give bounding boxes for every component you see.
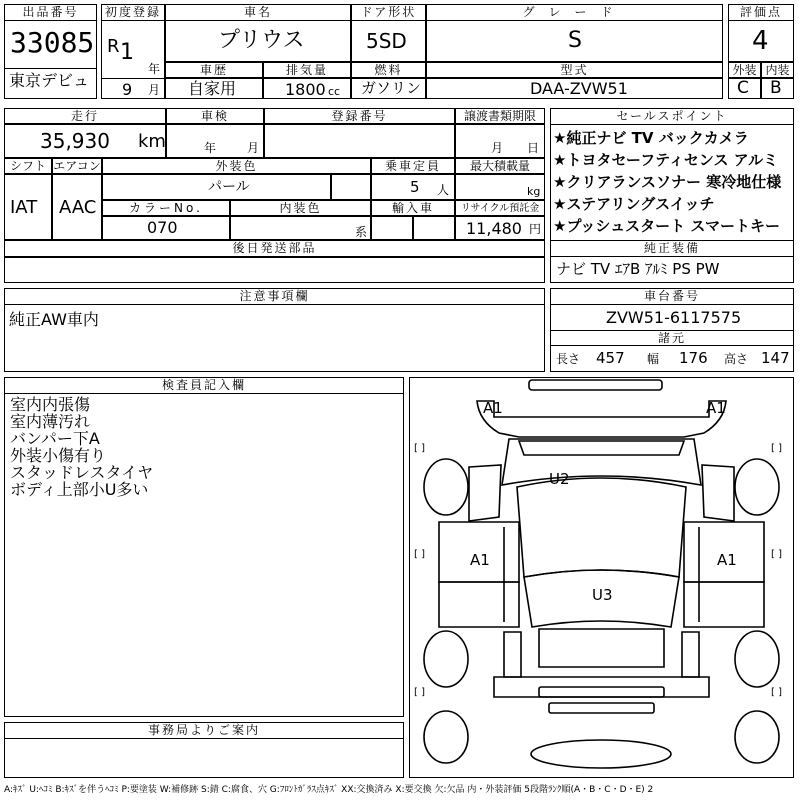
- color-extra-cell: [331, 174, 371, 200]
- load-label: 最大積載量: [455, 158, 545, 174]
- chassis-title: 車台番号: [550, 288, 794, 305]
- mileage-label: 走行: [4, 108, 166, 124]
- later-label: 後日発送部品: [4, 240, 545, 257]
- wid-label: 幅: [647, 352, 660, 366]
- capacity-unit: 人: [437, 183, 450, 197]
- score-value: 4: [752, 26, 769, 56]
- damage-mark-right-side: A1: [717, 551, 737, 569]
- inspector-note: 室内内張傷: [10, 395, 91, 414]
- lot-number: 33085: [10, 26, 95, 59]
- regno-cell: [264, 124, 455, 158]
- mileage-value: 35,930: [40, 129, 110, 153]
- inspector-note: 室内薄汚れ: [10, 412, 91, 431]
- door-value: 5SD: [366, 29, 407, 53]
- ext-label: 外装: [728, 62, 761, 78]
- shaken-year: 年: [204, 141, 217, 155]
- legend: A:ｷｽﾞ U:ﾍｺﾐ B:ｷｽﾞを伴うﾍｺﾐ P:要塗装 W:補修跡 S:錆 C:腐食、穴 G:ﾌﾛﾝﾄｶﾞﾗｽ点ｷｽﾞ XX:交換済み X:要交換 欠:欠品 内・外装評価 5段階ﾗﾝｸ順(A・B・C・D・E) 2: [4, 785, 654, 795]
- svg-text:[ ]: [ ]: [771, 549, 782, 560]
- colorno-label: カラーNo.: [102, 200, 230, 216]
- capacity-value: 5: [410, 178, 420, 196]
- name-value: プリウス: [218, 28, 305, 53]
- score-label: 評価点: [728, 4, 794, 21]
- wid-value: 176: [679, 349, 708, 367]
- disp-label: 排気量: [263, 62, 351, 78]
- damage-mark-front-right: A1: [706, 399, 726, 417]
- history-label: 車歴: [165, 62, 263, 78]
- inspector-note: 外装小傷有り: [10, 446, 107, 465]
- shaken-label: 車検: [166, 108, 264, 124]
- shift-value: IAT: [10, 197, 38, 218]
- chassis-value: ZVW51-6117575: [606, 308, 742, 327]
- inspector-notes: [10, 396, 153, 498]
- later-cell: [4, 257, 545, 283]
- sales-item: ★純正ナビ TV バックカメラ: [553, 129, 749, 147]
- recycle-label: リサイクル預託金: [455, 200, 545, 216]
- svg-text:[ ]: [ ]: [771, 687, 782, 698]
- regno-label: 登録番号: [264, 108, 455, 124]
- int-label: 内装: [761, 62, 794, 78]
- color-label: 外装色: [102, 158, 371, 174]
- debut-text: 東京デビュ: [9, 71, 90, 90]
- svg-text:[ ]: [ ]: [414, 687, 425, 698]
- name-label: 車名: [165, 4, 351, 21]
- import-cell-2: [413, 216, 455, 240]
- damage-mark-roof: U2: [549, 470, 570, 488]
- colorno-value: 070: [147, 218, 178, 237]
- damage-mark-front-left: A1: [483, 399, 503, 417]
- disp-value: 1800: [285, 80, 326, 99]
- int-value: B: [770, 78, 782, 98]
- model-value: DAA-ZVW51: [530, 79, 628, 98]
- year-unit: 年: [148, 62, 161, 76]
- capacity-label: 乗車定員: [371, 158, 455, 174]
- inspector-title: 検査員記入欄: [4, 377, 404, 394]
- reg-label: 初度登録: [101, 4, 165, 21]
- door-label: ドア形状: [351, 4, 426, 21]
- svg-text:[ ]: [ ]: [414, 549, 425, 560]
- fuel-value: ガソリン: [361, 79, 422, 97]
- ac-value: AAC: [59, 197, 97, 218]
- sales-item: ★ステアリングスイッチ: [553, 195, 715, 213]
- grade-label: グレード: [426, 4, 723, 21]
- history-value: 自家用: [188, 79, 237, 98]
- shaken-month: 月: [247, 141, 260, 155]
- transfer-label: 譲渡書類期限: [455, 108, 545, 124]
- equip-title: 純正装備: [550, 240, 794, 257]
- color-value: パール: [208, 179, 250, 195]
- inspector-note: バンパー下A: [10, 429, 100, 448]
- year-value: 1: [120, 40, 134, 65]
- car-diagram: [409, 377, 794, 778]
- hei-value: 147: [761, 349, 790, 367]
- svg-text:[ ]: [ ]: [414, 443, 425, 454]
- inspector-note: スタッドレスタイヤ: [10, 463, 154, 482]
- len-label: 長さ: [556, 352, 581, 366]
- month-unit: 月: [148, 83, 161, 97]
- fuel-label: 燃料: [351, 62, 426, 78]
- transfer-day: 日: [527, 141, 540, 155]
- dims-title: 諸元: [550, 330, 794, 346]
- ac-label: エアコン: [53, 159, 101, 173]
- len-value: 457: [596, 349, 625, 367]
- inspector-note: ボディ上部小U多い: [10, 480, 149, 499]
- hei-label: 高さ: [724, 352, 749, 366]
- load-unit: kg: [527, 185, 541, 198]
- svg-text:[ ]: [ ]: [771, 443, 782, 454]
- month-value: 9: [122, 80, 133, 99]
- damage-mark-left-side: A1: [470, 551, 490, 569]
- import-cell: [371, 216, 413, 240]
- model-label: 型式: [426, 62, 723, 78]
- shift-label: シフト: [4, 158, 52, 174]
- mileage-unit: km: [138, 131, 166, 152]
- ext-value: C: [737, 78, 749, 98]
- intcolor-label: 内装色: [230, 200, 371, 216]
- office-title: 事務局よりご案内: [4, 722, 404, 739]
- disp-unit: cc: [328, 85, 341, 98]
- sales-item: ★プッシュスタート スマートキー: [553, 217, 781, 235]
- transfer-month: 月: [491, 141, 504, 155]
- caution-value: 純正AW車内: [9, 310, 99, 329]
- era: R: [107, 36, 120, 57]
- caution-title: 注意事項欄: [4, 288, 545, 305]
- intcolor-cell: [230, 216, 371, 240]
- grade-value: S: [568, 28, 582, 53]
- sales-item: ★トヨタセーフティセンス アルミ: [553, 151, 779, 169]
- recycle-value: 11,480: [466, 219, 522, 238]
- recycle-unit: 円: [529, 222, 542, 236]
- import-label: 輸入車: [371, 200, 455, 216]
- sales-item: ★クリアランスソナー 寒冷地仕様: [553, 173, 782, 191]
- equip-value: ナビ TV ｴｱB ｱﾙﾐ PS PW: [556, 260, 720, 278]
- lot-label: 出品番号: [4, 4, 97, 21]
- damage-mark-trunk: U3: [592, 586, 613, 604]
- sales-title: セールスポイント: [550, 108, 794, 125]
- intcolor-unit: 系: [355, 225, 368, 239]
